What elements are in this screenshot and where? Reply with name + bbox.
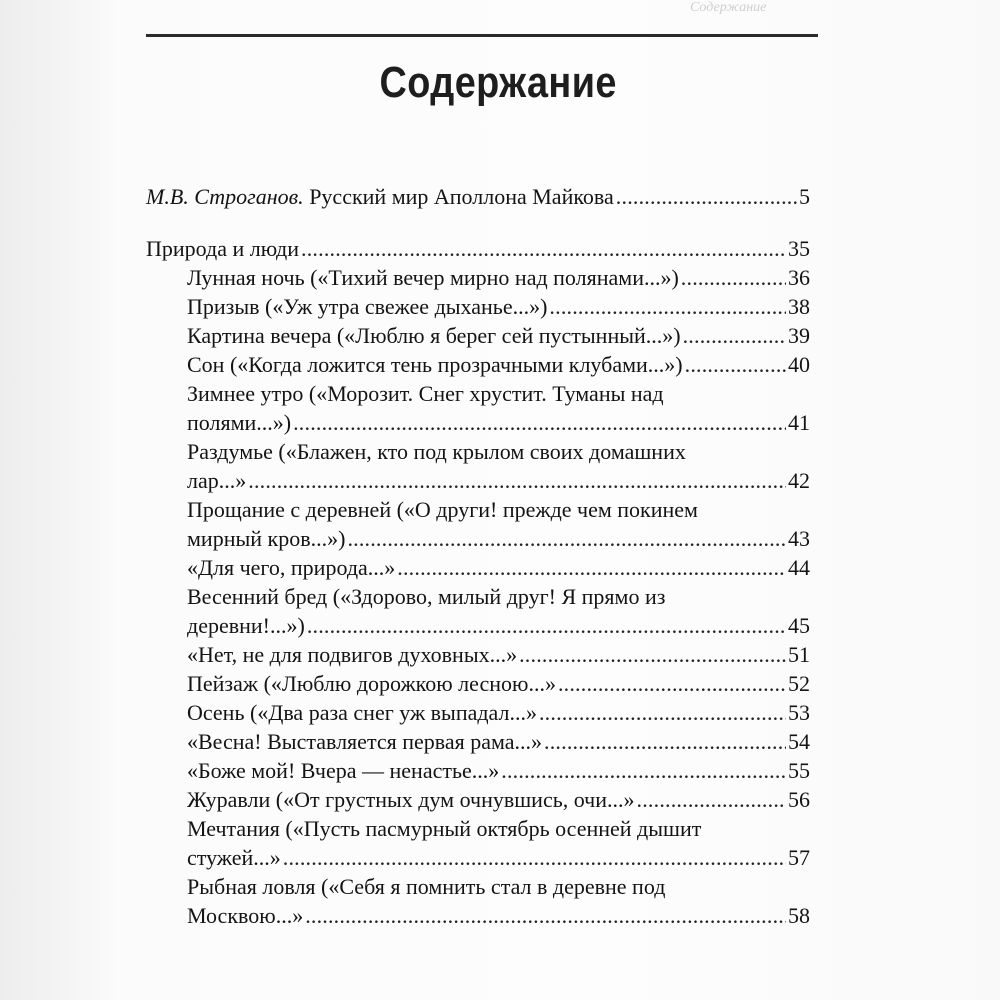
page-gutter-shadow xyxy=(0,0,118,1000)
dot-leader xyxy=(544,727,786,756)
toc-entry[interactable] xyxy=(146,756,810,785)
table-of-contents xyxy=(146,182,810,930)
toc-page-number: 45 xyxy=(788,613,810,638)
toc-page-number: 52 xyxy=(788,671,810,696)
running-header: Содержание xyxy=(690,0,767,15)
toc-entry-author: М.В. Строганов. xyxy=(146,184,304,209)
toc-entry[interactable] xyxy=(146,640,810,669)
toc-entry[interactable] xyxy=(146,263,810,292)
toc-page-number: 39 xyxy=(788,323,810,348)
toc-entry-title: Природа и люди xyxy=(146,236,300,261)
dot-leader xyxy=(637,785,786,814)
page-title: Содержание xyxy=(379,58,617,107)
toc-entry[interactable] xyxy=(146,582,810,640)
dot-leader xyxy=(248,466,786,495)
dot-leader xyxy=(347,524,786,553)
toc-entry-title-line2: лар...» xyxy=(187,468,247,493)
toc-entry-title: «Нет, не для подвигов духовных...» xyxy=(187,642,518,667)
toc-entry-title: Лунная ночь («Тихий вечер мирно над полянами...») xyxy=(187,265,679,290)
toc-page-number: 55 xyxy=(788,758,810,783)
toc-entry[interactable] xyxy=(146,814,810,872)
toc-entry[interactable] xyxy=(146,727,810,756)
header-rule xyxy=(146,34,818,37)
dot-leader xyxy=(293,408,786,437)
toc-page-number: 56 xyxy=(788,787,810,812)
dot-leader xyxy=(397,553,786,582)
dot-leader xyxy=(683,321,786,350)
toc-entry[interactable] xyxy=(146,785,810,814)
toc-entry-title-line2: стужей...» xyxy=(187,845,281,870)
toc-page-number: 36 xyxy=(788,265,810,290)
toc-section-heading[interactable] xyxy=(146,234,810,263)
dot-leader xyxy=(681,263,786,292)
toc-entry-title-line1: Зимнее утро («Морозит. Снег хрустит. Туманы над xyxy=(187,381,664,406)
toc-entry-title-line2: деревни!...») xyxy=(187,613,305,638)
toc-entry-title: Журавли («От грустных дум очнувшись, очи...» xyxy=(187,787,635,812)
toc-entry-title: Пейзаж («Люблю дорожкою лесною...» xyxy=(187,671,556,696)
toc-page-number: 41 xyxy=(788,410,810,435)
dot-leader xyxy=(519,640,786,669)
toc-entry[interactable] xyxy=(146,495,810,553)
toc-page-number: 43 xyxy=(788,526,810,551)
toc-entry[interactable] xyxy=(146,292,810,321)
toc-entry-title: Призыв («Уж утра свежее дыханье...») xyxy=(187,294,548,319)
toc-page-number: 5 xyxy=(799,184,810,209)
toc-entry[interactable] xyxy=(146,553,810,582)
toc-page-number: 35 xyxy=(788,236,810,261)
toc-entry-title: «Боже мой! Вчера — ненастье...» xyxy=(187,758,500,783)
dot-leader xyxy=(616,182,797,211)
toc-page-number: 57 xyxy=(788,845,810,870)
toc-page-number: 42 xyxy=(788,468,810,493)
toc-entry-intro[interactable] xyxy=(146,182,810,211)
toc-page-number: 40 xyxy=(788,352,810,377)
toc-entry[interactable] xyxy=(146,379,810,437)
toc-entry-title-line1: Раздумье («Блажен, кто под крылом своих домашних xyxy=(187,439,686,464)
toc-entry-title: Картина вечера («Люблю я берег сей пустынный...») xyxy=(187,323,681,348)
dot-leader xyxy=(539,698,786,727)
toc-entry[interactable] xyxy=(146,698,810,727)
toc-page-number: 51 xyxy=(788,642,810,667)
dot-leader xyxy=(301,234,786,263)
toc-entry-title: «Весна! Выставляется первая рама...» xyxy=(187,729,543,754)
toc-entry-title-line2: мирный кров...») xyxy=(187,526,346,551)
toc-entry-title-line1: Мечтания («Пусть пасмурный октябрь осенней дышит xyxy=(187,816,702,841)
dot-leader xyxy=(305,901,786,930)
toc-page-number: 38 xyxy=(788,294,810,319)
toc-entry-title-line2: полями...») xyxy=(187,410,292,435)
dot-leader xyxy=(283,843,786,872)
toc-entry[interactable] xyxy=(146,437,810,495)
toc-page-number: 44 xyxy=(788,555,810,580)
dot-leader xyxy=(501,756,786,785)
toc-entry[interactable] xyxy=(146,872,810,930)
toc-page-number: 58 xyxy=(788,903,810,928)
toc-page-number: 53 xyxy=(788,700,810,725)
toc-entry-title: Русский мир Аполлона Майкова xyxy=(309,184,614,209)
toc-entry-title: Сон («Когда ложится тень прозрачными клубами...») xyxy=(187,352,683,377)
dot-leader xyxy=(549,292,786,321)
dot-leader xyxy=(558,669,786,698)
dot-leader xyxy=(685,350,786,379)
toc-entry-title: «Для чего, природа...» xyxy=(187,555,396,580)
toc-entry-title: Осень («Два раза снег уж выпадал...» xyxy=(187,700,537,725)
toc-entry-title-line2: Москвою...» xyxy=(187,903,304,928)
toc-entry[interactable] xyxy=(146,350,810,379)
toc-page-number: 54 xyxy=(788,729,810,754)
toc-entry[interactable] xyxy=(146,669,810,698)
toc-entry[interactable] xyxy=(146,321,810,350)
dot-leader xyxy=(307,611,786,640)
toc-entry-title-line1: Прощание с деревней («О други! прежде чем покинем xyxy=(187,497,698,522)
toc-entry-title-line1: Рыбная ловля («Себя я помнить стал в деревне под xyxy=(187,874,666,899)
toc-entry-title-line1: Весенний бред («Здорово, милый друг! Я прямо из xyxy=(187,584,666,609)
